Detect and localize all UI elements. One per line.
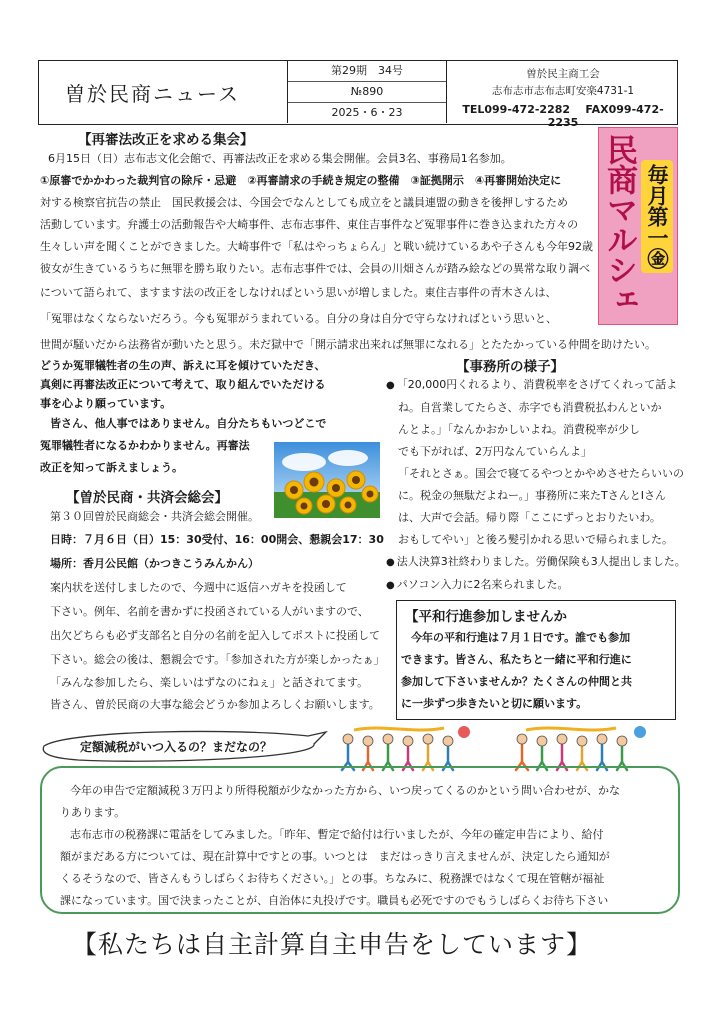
tax-question: 定額減税がいつ入るの？まだなの？ <box>80 740 273 754</box>
assembly-line: 案内状を送付しましたので、今週中に返信ハガキを投函して <box>50 581 347 594</box>
tax-line: 額がまだある方については、現在計算中ですとの事。いつとは まだはっきり言えませんが、決定したら通知が <box>60 850 610 863</box>
issue-info <box>287 61 447 123</box>
retrial-line: ①原審でかかわった裁判官の除斥・忌避 ②再審請求の手続き規定の整備 ③証拠開示 ④再審開始決定に <box>40 174 562 187</box>
footer-slogan: 【私たちは自主計算自主申告をしています】 <box>72 930 593 959</box>
assembly-article <box>50 506 390 716</box>
peace-line: 今年の平和行進は７月１日です。誰でも参加 <box>411 631 631 644</box>
peace-article <box>401 627 632 715</box>
marche-schedule: 毎月第一㊎ <box>641 160 673 273</box>
tax-line: 今年の申告で定額減税３万円より所得税額が少なかった方から、いつ戻ってくるのかという問い合わせが、かな <box>70 784 620 797</box>
office-line: ● 「20,000円くれるより、消費税率をさげてくれって話よ <box>386 374 678 397</box>
retrial-heading: 【再審法改正を求める集会】 <box>78 132 254 148</box>
retrial-line: 6月15日（日）志布志文化会館で、再審法改正を求める集会開催。会員3名、事務局1名参加。 <box>48 152 512 165</box>
retrial-line: 「冤罪はなくならないだろう。今も冤罪がうまれている。自分の身は自分で守らなければという思いと、 <box>40 312 557 325</box>
organization-phone <box>449 103 677 129</box>
office-line: んとよ。」「なんかおかしいよね。消費税率が少し <box>398 423 640 436</box>
office-line: おもしてやい」と後ろ髪引かれる思いで帰られました。 <box>398 533 673 546</box>
assembly-line: 皆さん、曽於民商の大事な総会どうか参加よろしくお願いします。 <box>50 698 380 711</box>
newsletter-header <box>38 60 678 129</box>
issue-number: №890 <box>288 82 446 103</box>
tax-line: りあります。 <box>60 806 126 819</box>
marching-people-illustration <box>334 724 680 772</box>
office-line: でも下がれば、2万円なんていらんよ」 <box>398 445 592 458</box>
marche-title: 民商マルシェ <box>601 134 637 314</box>
organization-address: 志布志市志布志町安楽4731-1 <box>491 85 635 97</box>
office-article <box>386 374 686 597</box>
peace-march-box <box>396 600 676 720</box>
tax-refund-box <box>40 766 680 914</box>
assembly-heading: 【曽於民商・共済会総会】 <box>66 490 228 506</box>
appeal-line: 事を心より願っています。 <box>40 397 172 410</box>
fax-number: FAX099-472-2235 <box>547 103 664 129</box>
peace-heading: 【平和行進参加しませんか <box>405 609 567 625</box>
appeal-line: 改正を知って訴えましょう。 <box>40 461 183 474</box>
office-line: ● パソコン入力に2名来られました。 <box>386 574 678 597</box>
assembly-line: 下さい。例年、名前を書かずに投函されている人がいますので、 <box>50 605 369 618</box>
appeal-line: どうか冤罪犠牲者の生の声、訴えに耳を傾けていただき、 <box>40 359 326 372</box>
retrial-line: 対する検察官抗告の禁止 国民救援会は、今国会でなんとしても成立をと議員連盟の動きを後押しするため <box>40 196 568 209</box>
office-line: 「それとさぁ。国会で寝てるやつとかやめさせたらいいの <box>398 467 684 480</box>
retrial-line: 世間が騒いだから法務省が動いたと思う。未だ獄中で「開示請求出来れば無罪になれる」とたたかっている仲間を助けたい。 <box>40 338 656 351</box>
office-line: ● 法人決算3社終わりました。労働保険も3人提出しました。 <box>386 551 678 574</box>
assembly-venue: 場所：香月公民館（かつきこうみんかん） <box>50 557 259 570</box>
organization-info <box>449 61 677 129</box>
office-line: ね。自営業してたらさ、赤字でも消費税払わんといか <box>398 401 662 414</box>
tax-line: 志布志市の税務課に電話をしてみました。「昨年、暫定で給付は行いましたが、今年の確定申告により、給付 <box>70 828 604 841</box>
tax-line: 課になっています。国で決まったことが、自治体に丸投げです。職員も必死ですのでもうしばらくお待ち下さい <box>60 894 609 907</box>
peace-line: 参加して下さいませんか？たくさんの仲間と共 <box>401 675 632 688</box>
appeal-line: 皆さん、他人事ではありません。自分たちもいつどこで <box>50 417 327 430</box>
organization-name: 曽於民主商工会 <box>526 68 600 80</box>
marche-banner <box>598 127 678 325</box>
assembly-schedule: 日時：７月６日（日）15：30受付、16：00開会、懇親会17：30 <box>50 533 384 546</box>
assembly-line: 「みんな参加したら、楽しいはずなのにねぇ」と話されてます。 <box>50 676 369 689</box>
appeal-line: 冤罪犠牲者になるかわかりません。再審法 <box>40 439 250 452</box>
office-line: は、大声で会話。帰り際「ここにずっとおりたいわ。 <box>398 511 661 524</box>
peace-line: できます。皆さん、私たちと一緒に平和行進に <box>401 653 632 666</box>
issue-volume: 第29期 34号 <box>288 61 446 82</box>
tax-article <box>60 780 620 912</box>
newsletter-title: 曽於民商ニュース <box>65 81 240 106</box>
retrial-line: 彼女が生きているうちに無罪を勝ち取りたい。志布志事件では、会員の川畑さんが踏み絵などの異常な取り調べ <box>40 262 590 275</box>
appeal-line: 真剣に再審法改正について考えて、取り組んでいただける <box>40 378 326 391</box>
retrial-line: 生々しい声を聞くことができました。大崎事件で「私はやっちょらん」と戦い続けているあや子さんも今年92歳 <box>40 240 593 253</box>
retrial-line: について語られて、ますます法の改正をしなければという思いが増しました。東住吉事件の青木さんは、 <box>40 286 557 299</box>
office-heading: 【事務所の様子】 <box>456 359 564 375</box>
assembly-line: 出欠どちらも必ず支部名と自分の名前を記入してポストに投函して <box>50 629 380 642</box>
assembly-line: 下さい。総会の後は、懇親会です。「参加された方が楽しかったぁ」 <box>50 653 385 666</box>
tax-line: くるそうなので、皆さんもうしばらくお待ちください。」との事。ちなみに、税務課ではなくて現在管轄が福祉 <box>60 872 605 885</box>
retrial-line: 活動しています。弁護士の活動報告や大崎事件、志布志事件、東住吉事件など冤罪事件に巻き込まれた方々の <box>40 218 579 231</box>
assembly-intro: 第３０回曽於民商総会・共済会総会開催。 <box>50 510 259 523</box>
issue-date: 2025・6・23 <box>331 106 403 119</box>
peace-line: に一歩ずつ歩きたいと切に願います。 <box>401 697 588 710</box>
tel-number: TEL099-472-2282 <box>462 103 571 116</box>
office-line: に。税金の無駄だよねー。」事務所に来たTさんとIさん <box>398 489 667 502</box>
